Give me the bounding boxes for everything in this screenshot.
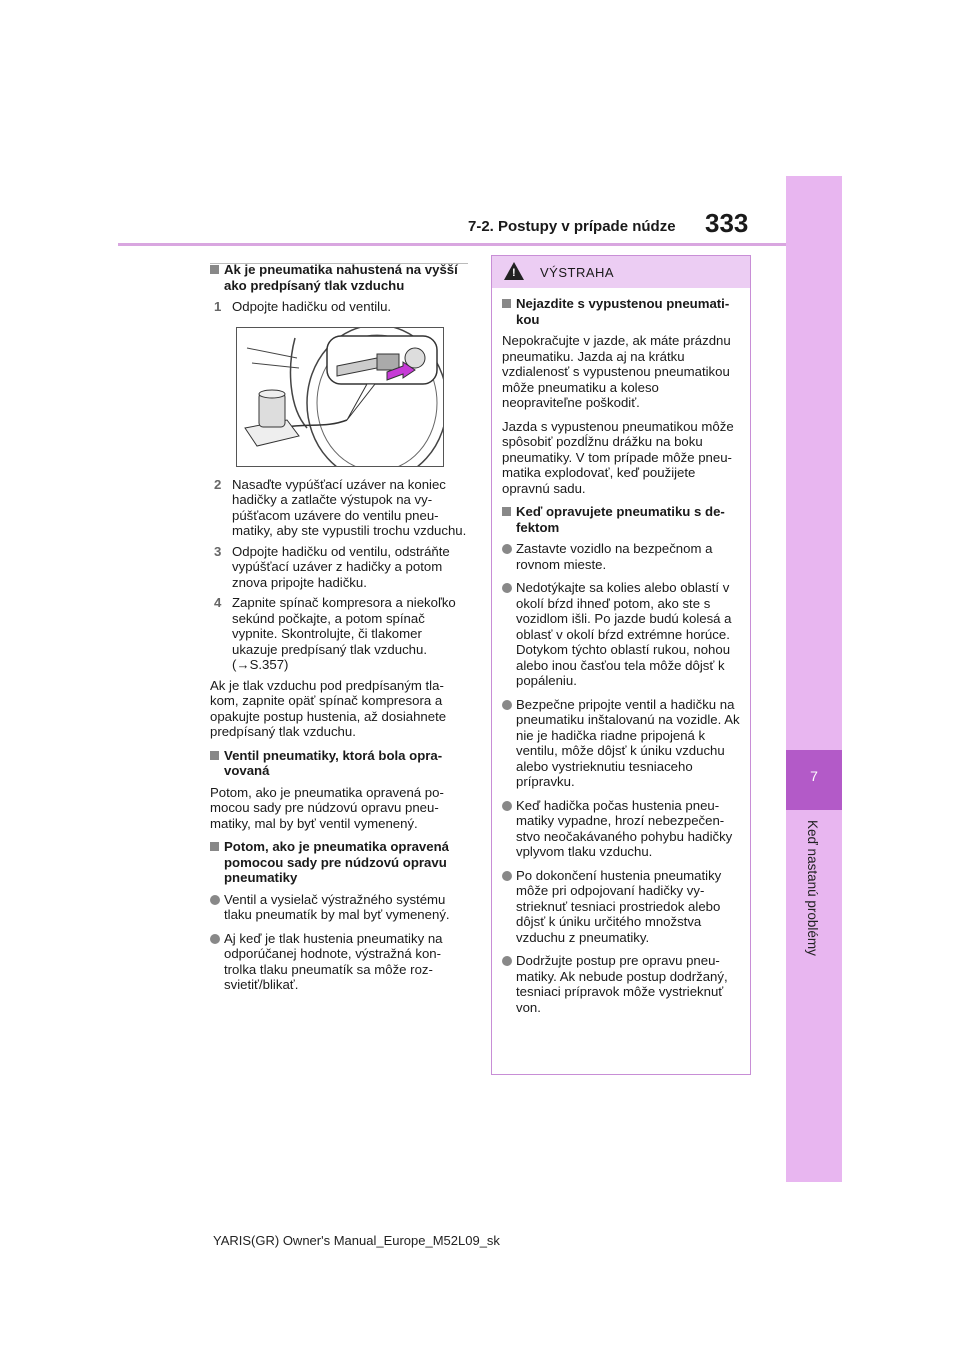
warning-paragraph-1: Nepokračujte v jazde, ak máte prázdnu pneumatiku. Jazda aj na krátku vzdialenosť s vypustenou pneumatikou môže pneumatiku a koleso neopraviteľne poškodiť. xyxy=(502,333,731,410)
warning-body xyxy=(492,288,750,1015)
round-bullet-icon xyxy=(502,700,512,710)
round-bullet-icon xyxy=(502,801,512,811)
warning-bullet-4: Keď hadička počas hustenia pneumatiky vypadne, hrozí nebezpečenstvo neočakávaného pohybu hadičky vplyvom tlaku vzduchu. xyxy=(502,798,742,860)
round-bullet-icon xyxy=(502,871,512,881)
warning-heading-flat: Nejazdite s vypustenou pneumatikou xyxy=(502,296,742,327)
square-bullet-icon xyxy=(502,299,511,308)
warning-bullet-6: Dodržujte postup pre opravu pneumatiky. Ak nebude postup dodržaný, tesniaci prípravok môže vystrieknuť von. xyxy=(502,953,742,1015)
round-bullet-icon xyxy=(210,934,220,944)
step-3: 3 Odpojte hadičku od ventilu, odstráňte vypúšťací uzáver z hadičky a potom znova pripojte hadičku. xyxy=(214,543,450,590)
warning-paragraph-2: Jazda s vypustenou pneumatikou môže spôsobiť pozdĺžnu drážku na boku pneumatiky. V tom prípade môže pneumatika explodovať, keď použijete opravnú sadu. xyxy=(502,418,734,496)
warning-header: ! VÝSTRAHA xyxy=(492,256,750,288)
bullet-valve-sensor: Ventil a vysielač výstražného systému tlaku pneumatík by mal byť vymenený. xyxy=(210,892,468,923)
warning-heading-puncture: Keď opravujete pneumatiku s defektom xyxy=(502,504,742,535)
warning-bullet-3: Bezpečne pripojte ventil a hadičku na pneumatiku inštalovanú na vozidle. Ak nie je hadička riadne pripojená k ventilu, môže dôjsť k úniku vzduchu alebo vystrieknutiu tesniaceho prípravku. xyxy=(502,697,742,790)
warning-title: VÝSTRAHA xyxy=(540,265,615,280)
square-bullet-icon xyxy=(502,507,511,516)
paragraph-valve-replace: Potom, ako je pneumatika opravená pomocou sady pre núdzovú opravu pneumatiky, mal by byť ventil vymenený. xyxy=(210,784,444,831)
heading-overinflated: Ak je pneumatika nahustená na vyšší ako predpísaný tlak vzduchu xyxy=(210,262,468,293)
paragraph-underinflated: Ak je tlak vzduchu pod predpísaným tlakom, zapnite opäť spínač kompresora a opakujte postup hustenia, až dosiahnete predpísaný tlak vzduchu. xyxy=(210,677,447,739)
warning-bullet-2: Nedotýkajte sa kolies alebo oblastí v okolí bŕzd ihneď potom, ako ste s vozidlom išli. Po jazde budú kolesá a oblasť v okolí bŕzd extrémne horúce. Dotykom týchto oblastí rukou, nohou alebo inou časťou tela môže dôjsť k popáleniu. xyxy=(502,580,742,689)
chapter-side-tab xyxy=(786,176,842,1182)
valve-hose-illustration xyxy=(236,327,444,467)
footer-document-id: YARIS(GR) Owner's Manual_Europe_M52L09_sk xyxy=(213,1233,500,1248)
header-divider xyxy=(118,243,786,246)
round-bullet-icon xyxy=(502,956,512,966)
square-bullet-icon xyxy=(210,751,219,760)
square-bullet-icon xyxy=(210,842,219,851)
chapter-number: 7 xyxy=(810,768,818,784)
step-1: 1 Odpojte hadičku od ventilu. xyxy=(214,299,392,314)
left-column xyxy=(210,262,468,1001)
chapter-label: Keď nastanú problémy xyxy=(805,820,820,956)
square-bullet-icon xyxy=(210,265,219,274)
section-title: 7-2. Postupy v prípade núdze xyxy=(468,218,676,235)
step-2: 2 Nasaďte vypúšťací uzáver na koniec hadičky a zatlačte výstupok na vypúšťacom uzávere do ventilu pneumatiky, aby ste vypustili trochu vzduchu. xyxy=(214,476,467,538)
warning-bullet-5: Po dokončení hustenia pneumatiky môže pri odpojovaní hadičky vystrieknuť tesniaci prostriedok alebo dôjsť k úniku určitého množstva vzduchu z pneumatiky. xyxy=(502,868,742,946)
round-bullet-icon xyxy=(210,895,220,905)
page-number: 333 xyxy=(705,208,749,238)
round-bullet-icon xyxy=(502,544,512,554)
round-bullet-icon xyxy=(502,583,512,593)
heading-after-repair: Potom, ako je pneumatika opravená pomocou sady pre núdzovú opravu pneumatiky xyxy=(210,839,468,886)
warning-box xyxy=(491,255,751,1075)
heading-repaired-valve: Ventil pneumatiky, ktorá bola opravovaná xyxy=(210,748,468,779)
bullet-warning-light: Aj keď je tlak hustenia pneumatiky na odporúčanej hodnote, výstražná kontrolka tlaku pneumatík sa môže rozsvietiť/blikať. xyxy=(210,931,468,993)
warning-bullet-1: Zastavte vozidlo na bezpečnom a rovnom mieste. xyxy=(502,541,742,572)
step-4: 4 Zapnite spínač kompresora a niekoľko sekúnd počkajte, a potom spínač vypnite. Skontrolujte, či tlakomer ukazuje predpísaný tlak vzduchu. (→S.357) xyxy=(214,595,456,672)
